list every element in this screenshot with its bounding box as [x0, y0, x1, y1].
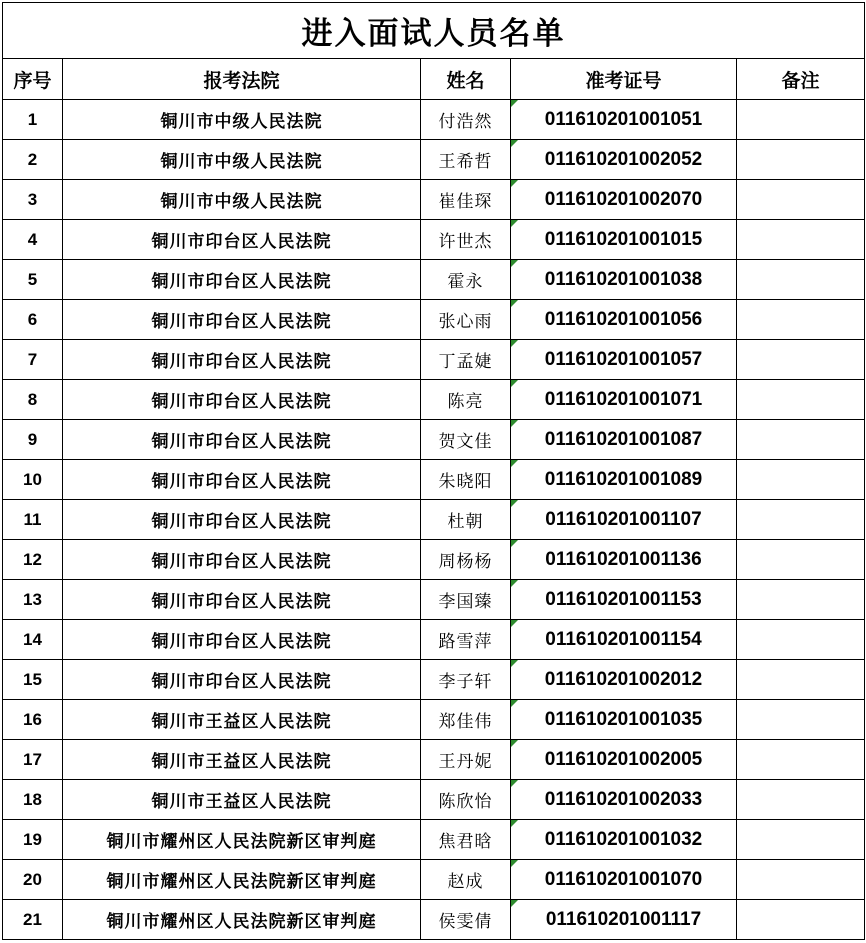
ticket-number-text: 011610201002012 — [544, 668, 703, 690]
table-row — [3, 260, 865, 300]
ticket-number-cell — [511, 460, 737, 500]
ticket-number-text: 011610201002033 — [544, 788, 703, 810]
table-row — [3, 380, 865, 420]
remark-cell — [737, 300, 865, 340]
name-cell: 赵成 — [421, 860, 511, 900]
name-cell: 郑佳伟 — [421, 700, 511, 740]
court-cell: 铜川市印台区人民法院 — [63, 380, 421, 420]
name-cell: 丁孟婕 — [421, 340, 511, 380]
serial-number-cell: 1 — [3, 100, 63, 140]
ticket-number-cell — [511, 820, 737, 860]
number-stored-as-text-indicator-icon — [511, 860, 518, 867]
number-stored-as-text-indicator-icon — [511, 180, 518, 187]
number-stored-as-text-indicator-icon — [511, 580, 518, 587]
court-cell: 铜川市印台区人民法院 — [63, 540, 421, 580]
court-cell: 铜川市中级人民法院 — [63, 180, 421, 220]
column-header-ticket-number: 准考证号 — [511, 59, 737, 100]
table-row — [3, 620, 865, 660]
court-cell: 铜川市印台区人民法院 — [63, 580, 421, 620]
serial-number-cell: 2 — [3, 140, 63, 180]
remark-cell — [737, 580, 865, 620]
name-cell: 侯雯倩 — [421, 900, 511, 940]
table-row — [3, 300, 865, 340]
serial-number-cell: 7 — [3, 340, 63, 380]
name-cell: 王丹妮 — [421, 740, 511, 780]
name-cell: 周杨杨 — [421, 540, 511, 580]
court-cell: 铜川市印台区人民法院 — [63, 500, 421, 540]
remark-cell — [737, 540, 865, 580]
court-cell: 铜川市印台区人民法院 — [63, 220, 421, 260]
ticket-number-text: 011610201001035 — [544, 708, 703, 730]
number-stored-as-text-indicator-icon — [511, 420, 518, 427]
remark-cell — [737, 700, 865, 740]
ticket-number-cell — [511, 740, 737, 780]
number-stored-as-text-indicator-icon — [511, 740, 518, 747]
name-cell: 陈亮 — [421, 380, 511, 420]
court-cell: 铜川市印台区人民法院 — [63, 620, 421, 660]
serial-number-cell: 14 — [3, 620, 63, 660]
name-cell: 朱晓阳 — [421, 460, 511, 500]
table-row — [3, 900, 865, 940]
remark-cell — [737, 660, 865, 700]
number-stored-as-text-indicator-icon — [511, 300, 518, 307]
table-row — [3, 860, 865, 900]
ticket-number-text: 011610201001071 — [544, 388, 703, 410]
name-cell: 霍永 — [421, 260, 511, 300]
table-row — [3, 220, 865, 260]
ticket-number-cell — [511, 620, 737, 660]
remark-cell — [737, 340, 865, 380]
serial-number-cell: 17 — [3, 740, 63, 780]
number-stored-as-text-indicator-icon — [511, 500, 518, 507]
ticket-number-text: 011610201001015 — [544, 228, 703, 250]
court-cell: 铜川市印台区人民法院 — [63, 300, 421, 340]
serial-number-cell: 11 — [3, 500, 63, 540]
ticket-number-text: 011610201001153 — [545, 588, 702, 610]
table-row — [3, 740, 865, 780]
serial-number-cell: 6 — [3, 300, 63, 340]
serial-number-cell: 21 — [3, 900, 63, 940]
table-row — [3, 140, 865, 180]
ticket-number-text: 011610201001154 — [545, 628, 702, 650]
ticket-number-text: 011610201001056 — [544, 308, 703, 330]
ticket-number-cell — [511, 540, 737, 580]
remark-cell — [737, 820, 865, 860]
table-header-row — [3, 59, 865, 100]
column-header-name: 姓名 — [421, 59, 511, 100]
serial-number-cell: 3 — [3, 180, 63, 220]
number-stored-as-text-indicator-icon — [511, 900, 518, 907]
table-row — [3, 700, 865, 740]
serial-number-cell: 19 — [3, 820, 63, 860]
remark-cell — [737, 380, 865, 420]
remark-cell — [737, 780, 865, 820]
ticket-number-text: 011610201002005 — [544, 748, 703, 770]
ticket-number-text: 011610201001038 — [544, 268, 703, 290]
ticket-number-text: 011610201001070 — [544, 868, 703, 890]
ticket-number-cell — [511, 420, 737, 460]
table-row — [3, 460, 865, 500]
serial-number-cell: 16 — [3, 700, 63, 740]
table-row — [3, 780, 865, 820]
serial-number-cell: 4 — [3, 220, 63, 260]
ticket-number-cell — [511, 220, 737, 260]
ticket-number-text: 011610201002070 — [544, 188, 703, 210]
serial-number-cell: 5 — [3, 260, 63, 300]
remark-cell — [737, 220, 865, 260]
name-cell: 焦君晗 — [421, 820, 511, 860]
court-cell: 铜川市印台区人民法院 — [63, 460, 421, 500]
ticket-number-cell — [511, 580, 737, 620]
number-stored-as-text-indicator-icon — [511, 140, 518, 147]
number-stored-as-text-indicator-icon — [511, 660, 518, 667]
column-header-court: 报考法院 — [63, 59, 421, 100]
ticket-number-text: 011610201001117 — [545, 908, 702, 930]
number-stored-as-text-indicator-icon — [511, 340, 518, 347]
table-body — [3, 100, 865, 940]
remark-cell — [737, 420, 865, 460]
table-row — [3, 660, 865, 700]
ticket-number-cell — [511, 180, 737, 220]
number-stored-as-text-indicator-icon — [511, 700, 518, 707]
serial-number-cell: 9 — [3, 420, 63, 460]
serial-number-cell: 10 — [3, 460, 63, 500]
table-row — [3, 420, 865, 460]
ticket-number-text: 011610201001089 — [544, 468, 703, 490]
court-cell: 铜川市王益区人民法院 — [63, 780, 421, 820]
court-cell: 铜川市印台区人民法院 — [63, 340, 421, 380]
ticket-number-text: 011610201002052 — [544, 148, 703, 170]
remark-cell — [737, 860, 865, 900]
serial-number-cell: 18 — [3, 780, 63, 820]
remark-cell — [737, 180, 865, 220]
number-stored-as-text-indicator-icon — [511, 100, 518, 107]
name-cell: 王希哲 — [421, 140, 511, 180]
table-row — [3, 580, 865, 620]
ticket-number-cell — [511, 340, 737, 380]
number-stored-as-text-indicator-icon — [511, 380, 518, 387]
court-cell: 铜川市耀州区人民法院新区审判庭 — [63, 860, 421, 900]
court-cell: 铜川市耀州区人民法院新区审判庭 — [63, 820, 421, 860]
ticket-number-cell — [511, 500, 737, 540]
column-header-serial: 序号 — [3, 59, 63, 100]
ticket-number-cell — [511, 700, 737, 740]
name-cell: 陈欣怡 — [421, 780, 511, 820]
remark-cell — [737, 620, 865, 660]
ticket-number-text: 011610201001087 — [544, 428, 703, 450]
remark-cell — [737, 100, 865, 140]
court-cell: 铜川市耀州区人民法院新区审判庭 — [63, 900, 421, 940]
ticket-number-text: 011610201001032 — [544, 828, 703, 850]
serial-number-cell: 8 — [3, 380, 63, 420]
ticket-number-text: 011610201001051 — [544, 108, 703, 130]
name-cell: 贺文佳 — [421, 420, 511, 460]
name-cell: 付浩然 — [421, 100, 511, 140]
number-stored-as-text-indicator-icon — [511, 220, 518, 227]
ticket-number-cell — [511, 140, 737, 180]
number-stored-as-text-indicator-icon — [511, 540, 518, 547]
serial-number-cell: 13 — [3, 580, 63, 620]
table-row — [3, 500, 865, 540]
court-cell: 铜川市中级人民法院 — [63, 140, 421, 180]
remark-cell — [737, 260, 865, 300]
serial-number-cell: 12 — [3, 540, 63, 580]
table-row — [3, 540, 865, 580]
serial-number-cell: 20 — [3, 860, 63, 900]
court-cell: 铜川市印台区人民法院 — [63, 260, 421, 300]
remark-cell — [737, 740, 865, 780]
name-cell: 张心雨 — [421, 300, 511, 340]
court-cell: 铜川市王益区人民法院 — [63, 740, 421, 780]
interview-list-table — [2, 2, 865, 940]
ticket-number-cell — [511, 260, 737, 300]
ticket-number-cell — [511, 780, 737, 820]
remark-cell — [737, 900, 865, 940]
number-stored-as-text-indicator-icon — [511, 460, 518, 467]
ticket-number-cell — [511, 660, 737, 700]
page-title: 进入面试人员名单 — [3, 3, 865, 59]
court-cell: 铜川市王益区人民法院 — [63, 700, 421, 740]
ticket-number-text: 011610201001057 — [544, 348, 703, 370]
name-cell: 李子轩 — [421, 660, 511, 700]
remark-cell — [737, 140, 865, 180]
table-row — [3, 820, 865, 860]
number-stored-as-text-indicator-icon — [511, 820, 518, 827]
table-row — [3, 100, 865, 140]
number-stored-as-text-indicator-icon — [511, 780, 518, 787]
ticket-number-text: 011610201001136 — [545, 548, 702, 570]
serial-number-cell: 15 — [3, 660, 63, 700]
ticket-number-cell — [511, 300, 737, 340]
column-header-remarks: 备注 — [737, 59, 865, 100]
name-cell: 路雪萍 — [421, 620, 511, 660]
name-cell: 许世杰 — [421, 220, 511, 260]
ticket-number-text: 011610201001107 — [545, 508, 702, 530]
court-cell: 铜川市中级人民法院 — [63, 100, 421, 140]
number-stored-as-text-indicator-icon — [511, 260, 518, 267]
name-cell: 崔佳琛 — [421, 180, 511, 220]
ticket-number-cell — [511, 100, 737, 140]
title-row — [3, 3, 865, 59]
court-cell: 铜川市印台区人民法院 — [63, 420, 421, 460]
ticket-number-cell — [511, 860, 737, 900]
table-row — [3, 340, 865, 380]
remark-cell — [737, 500, 865, 540]
remark-cell — [737, 460, 865, 500]
number-stored-as-text-indicator-icon — [511, 620, 518, 627]
ticket-number-cell — [511, 380, 737, 420]
ticket-number-cell — [511, 900, 737, 940]
table-row — [3, 180, 865, 220]
court-cell: 铜川市印台区人民法院 — [63, 660, 421, 700]
name-cell: 李国臻 — [421, 580, 511, 620]
name-cell: 杜朝 — [421, 500, 511, 540]
